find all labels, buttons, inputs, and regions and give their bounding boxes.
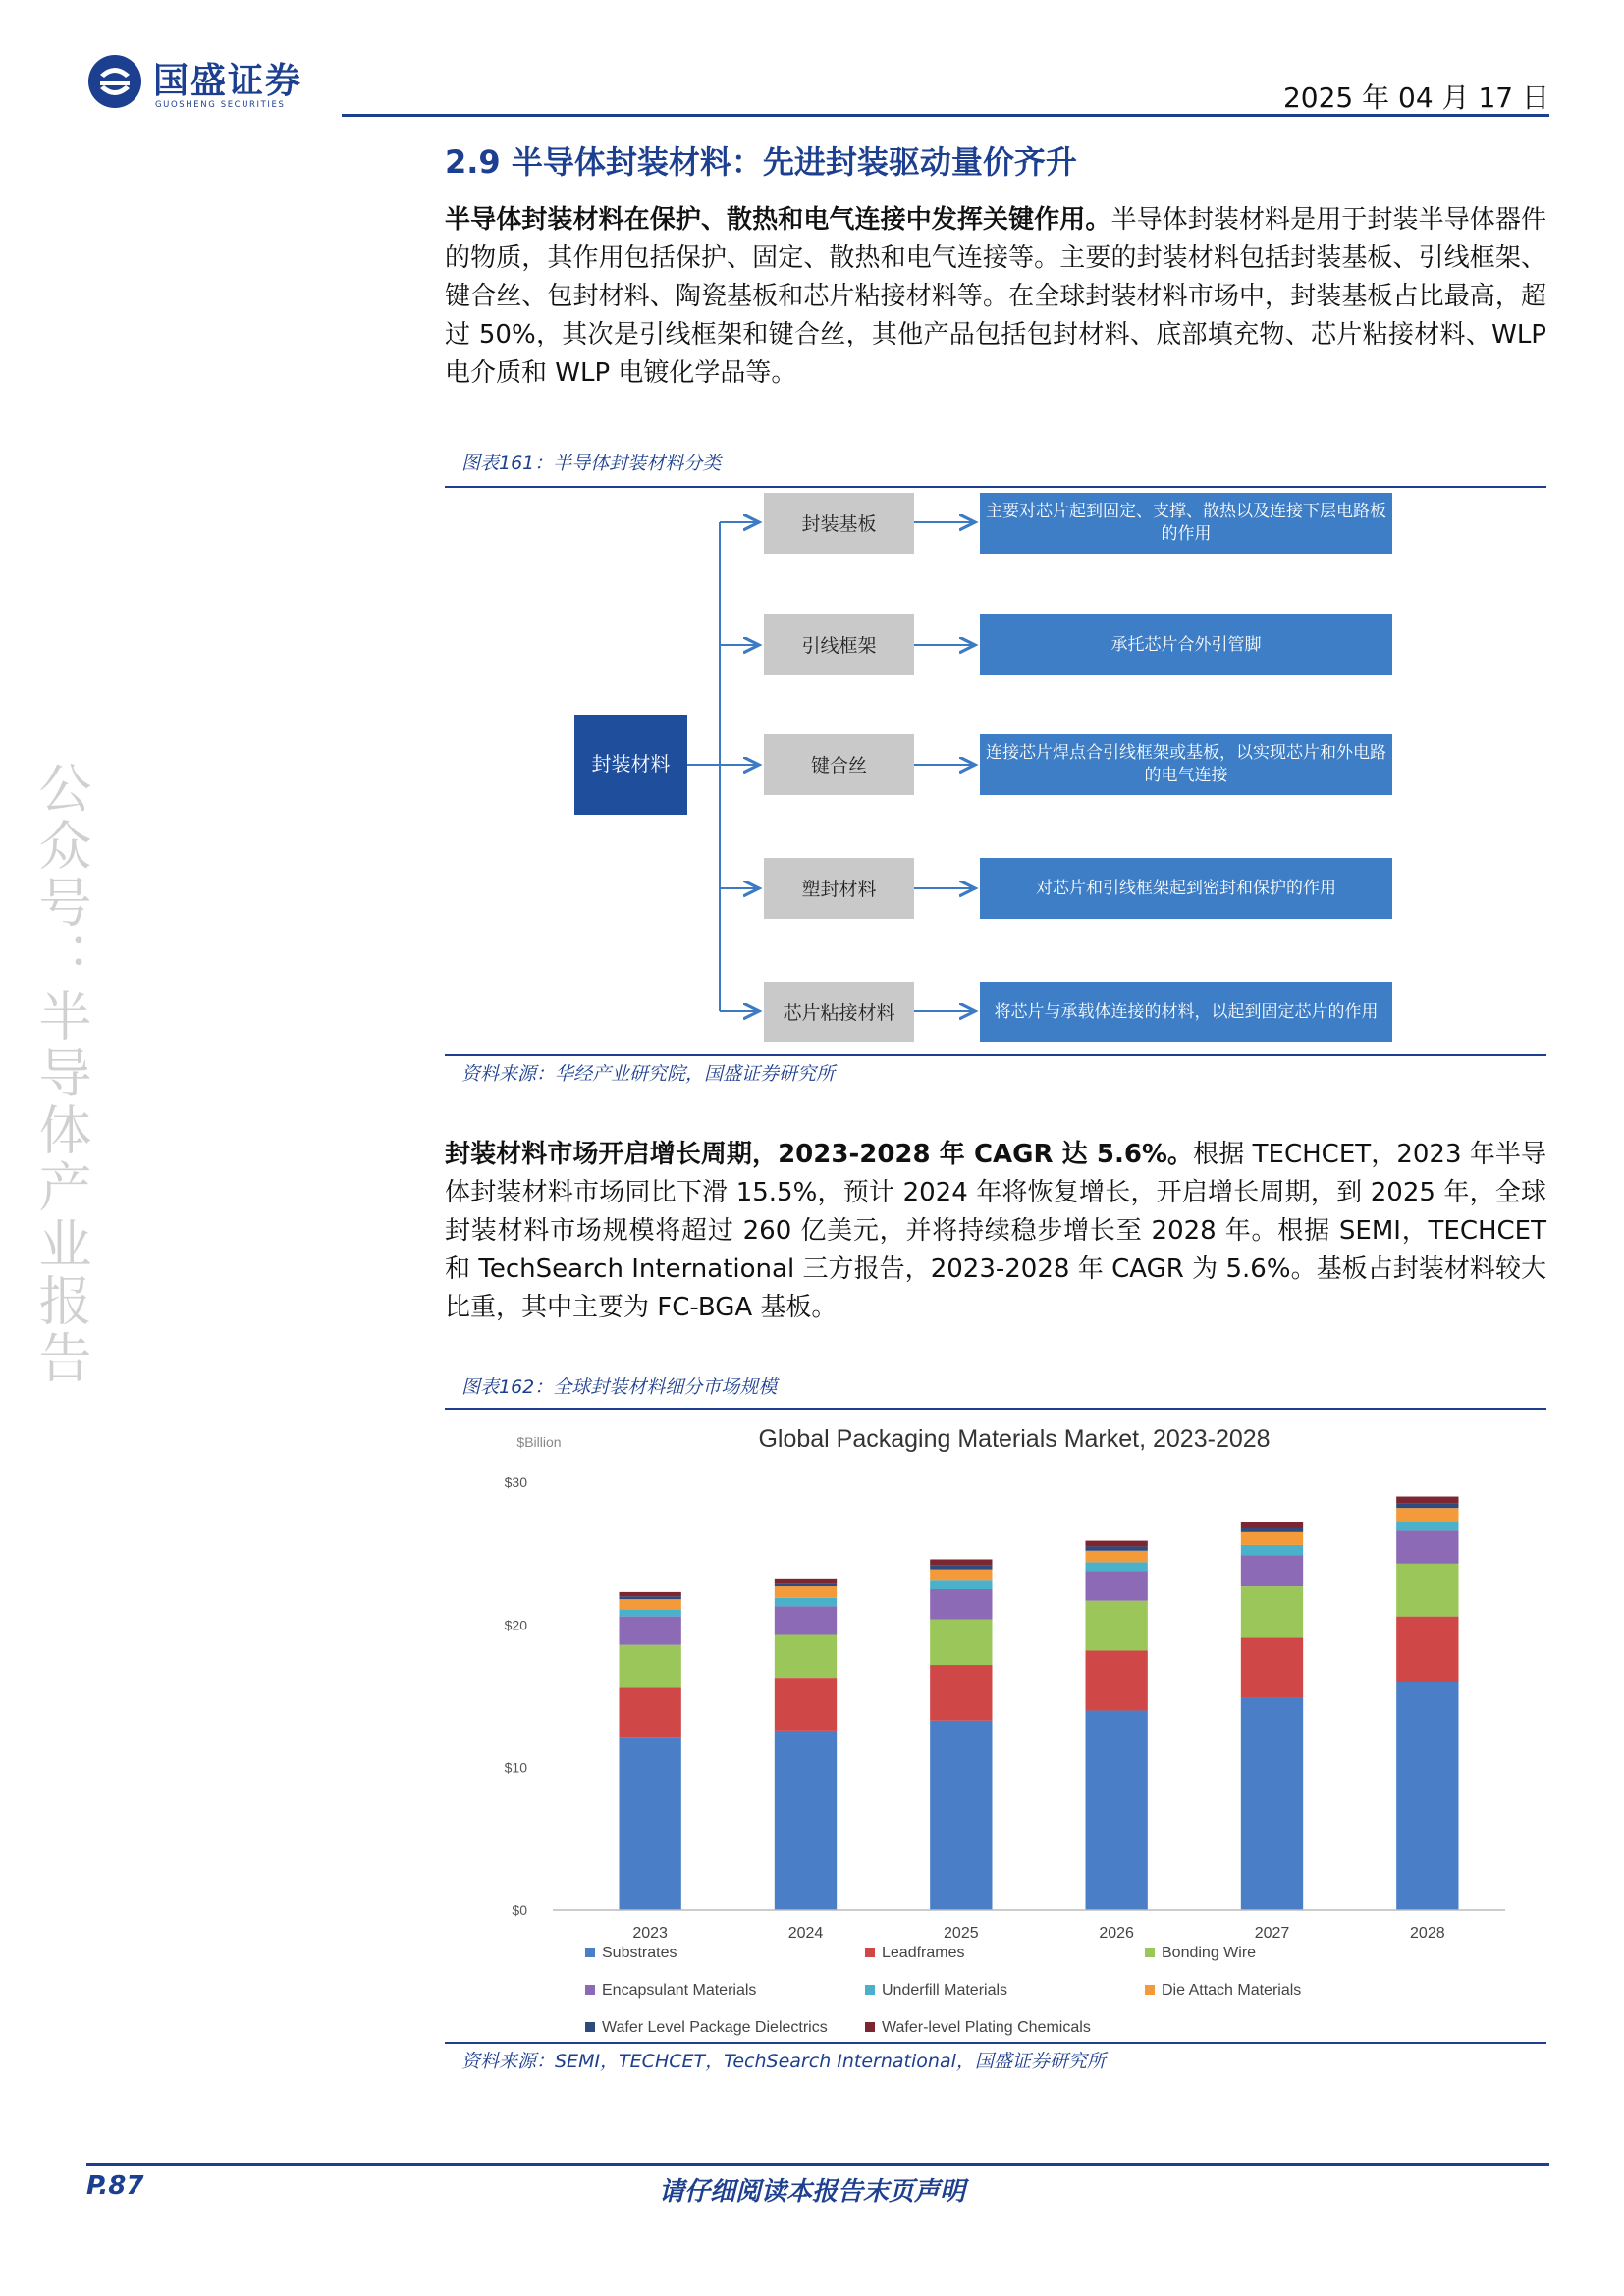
legend-label: Wafer-level Plating Chemicals — [882, 2019, 1091, 2036]
legend-swatch — [1145, 1948, 1155, 1957]
legend-label: Die Attach Materials — [1162, 1982, 1302, 1999]
chart-bar-segment — [775, 1635, 837, 1679]
legend-swatch — [585, 2022, 595, 2032]
chart-bar-segment — [775, 1731, 837, 1910]
legend-swatch — [585, 1948, 595, 1957]
legend-label: Encapsulant Materials — [602, 1982, 757, 1999]
chart-bars — [620, 1497, 1459, 1910]
chart-bar-segment — [775, 1598, 837, 1607]
diagram-item-desc: 将芯片与承载体连接的材料，以起到固定芯片的作用 — [994, 1001, 1379, 1022]
chart-x-ticks — [632, 1925, 1444, 1942]
chart-bar-segment — [1241, 1697, 1303, 1910]
diagram-item-label: 引线框架 — [801, 635, 877, 657]
chart-bar-segment — [930, 1565, 992, 1569]
header-divider — [342, 114, 1549, 117]
paragraph-1 — [445, 201, 1546, 393]
chart-y-tick-label: $10 — [504, 1759, 527, 1776]
figure-2-caption: 图表162：全球封装材料细分市场规模 — [461, 1376, 778, 1398]
page-number: P.87 — [86, 2171, 144, 2201]
figure-1-top-rule — [445, 486, 1546, 488]
logo-text: 国盛证券 — [153, 61, 303, 101]
chart-bar-segment — [1396, 1521, 1458, 1530]
chart-bar-segment — [1241, 1522, 1303, 1528]
chart-bar-segment — [1241, 1532, 1303, 1545]
section-title: 2.9 半导体封装材料：先进封装驱动量价齐升 — [445, 143, 1077, 181]
legend-swatch — [865, 2022, 875, 2032]
chart-x-tick-label: 2028 — [1410, 1925, 1445, 1942]
chart-bar-segment — [1086, 1551, 1148, 1563]
chart-bar-segment — [1086, 1601, 1148, 1651]
diagram-row-5 — [720, 982, 1392, 1042]
chart-y-tick-label: $30 — [504, 1474, 527, 1490]
chart-y-ticks — [505, 1474, 528, 1918]
chart-bar-segment — [620, 1609, 681, 1616]
packaging-market-chart — [445, 1412, 1546, 2040]
chart-bar-segment — [1086, 1546, 1148, 1550]
diagram-row-1 — [720, 493, 1392, 554]
company-logo — [86, 51, 342, 112]
paragraph-2-body: 根据 TECHCET，2023 年半导体封装材料市场同比下滑 15.5%，预计 2024 年将恢复增长，开启增长周期，到 2025 年，全球封装材料市场规模将超过 260 亿美元，并将持续稳步增长至 2028 年。根据 SEMI，TECHCET 和 TechSearch International 三方报告，2023-2028 年 CAGR 为 5.6%。基板占封装材料较大比重，其中主要为 FC-BGA 基板。 — [445, 1140, 1546, 1322]
report-date: 2025 年 04 月 17 日 — [1282, 81, 1549, 114]
paragraph-2-lead: 封装材料市场开启增长周期，2023-2028 年 CAGR 达 5.6%。 — [445, 1140, 1194, 1169]
legend-label: Substrates — [602, 1945, 677, 1961]
diagram-row-4 — [720, 858, 1392, 919]
chart-bar-segment — [930, 1665, 992, 1721]
chart-bar-segment — [1086, 1541, 1148, 1547]
chart-bar-segment — [1086, 1711, 1148, 1910]
legend-label: Leadframes — [882, 1945, 965, 1961]
chart-bar-segment — [1396, 1617, 1458, 1682]
legend-swatch — [865, 1985, 875, 1995]
paragraph-2 — [445, 1136, 1546, 1327]
chart-x-tick-label: 2023 — [632, 1925, 668, 1942]
diagram-item-desc: 主要对芯片起到固定、支撑、散热以及连接下层电路板的作用 — [986, 502, 1386, 544]
chart-bar-segment — [775, 1678, 837, 1731]
chart-bar-segment — [930, 1721, 992, 1910]
chart-bar-segment — [1086, 1571, 1148, 1601]
figure-2-source: 资料来源：SEMI，TECHCET，TechSearch International，国盛证券研究所 — [461, 2051, 1106, 2072]
chart-bar-segment — [1241, 1586, 1303, 1637]
legend-label: Bonding Wire — [1162, 1945, 1257, 1961]
chart-bar-segment — [1241, 1555, 1303, 1586]
diagram-item-label: 塑封材料 — [801, 879, 877, 900]
chart-bar-segment — [1396, 1497, 1458, 1504]
chart-x-tick-label: 2026 — [1099, 1925, 1134, 1942]
chart-title: Global Packaging Materials Market, 2023-2028 — [758, 1425, 1271, 1453]
legend-swatch — [1145, 1985, 1155, 1995]
figure-2-bottom-rule — [445, 2042, 1546, 2044]
chart-bar-segment — [930, 1580, 992, 1589]
chart-x-tick-label: 2025 — [944, 1925, 979, 1942]
chart-x-tick-label: 2024 — [787, 1925, 824, 1942]
diagram-item-desc: 承托芯片合外引管脚 — [1110, 634, 1262, 655]
diagram-root-label: 封装材料 — [591, 752, 671, 775]
chart-bar-segment — [1396, 1564, 1458, 1617]
chart-bar-segment — [1241, 1528, 1303, 1532]
chart-bar-segment — [620, 1687, 681, 1737]
figure-2-top-rule — [445, 1408, 1546, 1410]
chart-y-tick-label: $20 — [504, 1617, 527, 1633]
chart-bar-segment — [775, 1606, 837, 1634]
chart-legend — [585, 1945, 1301, 2036]
chart-bar-segment — [1241, 1637, 1303, 1697]
diagram-item-label: 芯片粘接材料 — [783, 1002, 895, 1024]
chart-bar-segment — [930, 1570, 992, 1581]
paragraph-1-body: 半导体封装材料是用于封装半导体器件的物质，其作用包括保护、固定、散热和电气连接等。主要的封装材料包括封装基板、引线框架、键合丝、包封材料、陶瓷基板和芯片粘接材料等。在全球封装材料市场中，封装基板占比最高，超过 50%，其次是引线框架和键合丝，其他产品包括包封材料、底部填充物、芯片粘接材料、WLP 电介质和 WLP 电镀化学品等。 — [445, 205, 1546, 388]
footer-divider — [86, 2163, 1549, 2166]
chart-bar-segment — [620, 1737, 681, 1910]
chart-bar-segment — [620, 1596, 681, 1599]
chart-bar-segment — [775, 1579, 837, 1583]
chart-x-tick-label: 2027 — [1254, 1925, 1290, 1942]
figure-1-caption: 图表161：半导体封装材料分类 — [461, 453, 722, 474]
paragraph-1-lead: 半导体封装材料在保护、散热和电气连接中发挥关键作用。 — [445, 205, 1111, 235]
figure-1-source: 资料来源：华经产业研究院，国盛证券研究所 — [461, 1063, 836, 1085]
chart-bar-segment — [620, 1592, 681, 1596]
chart-bar-segment — [1396, 1508, 1458, 1521]
chart-bar-segment — [620, 1617, 681, 1645]
legend-swatch — [585, 1985, 595, 1995]
chart-bar-segment — [930, 1589, 992, 1620]
chart-bar-segment — [930, 1620, 992, 1666]
chart-bar-segment — [1086, 1562, 1148, 1571]
legend-label: Underfill Materials — [882, 1982, 1008, 1999]
chart-bar-segment — [1396, 1530, 1458, 1563]
chart-bar-segment — [1241, 1545, 1303, 1555]
chart-bar-segment — [1396, 1682, 1458, 1910]
chart-bar-segment — [930, 1559, 992, 1565]
logo-mark-icon — [86, 53, 143, 110]
legend-label: Wafer Level Package Dielectrics — [602, 2019, 828, 2036]
diagram-item-label: 封装基板 — [801, 513, 877, 535]
chart-bar-segment — [775, 1586, 837, 1598]
packaging-materials-diagram — [445, 491, 1546, 1052]
chart-y-axis-label: $Billion — [516, 1434, 562, 1450]
diagram-item-desc: 连接芯片焊点合引线框架或基板，以实现芯片和外电路的电气连接 — [986, 743, 1386, 785]
logo-subtext: GUOSHENG SECURITIES — [155, 100, 286, 110]
chart-bar-segment — [620, 1645, 681, 1688]
diagram-row-3 — [720, 734, 1392, 795]
sidebar-watermark: 公众号：半导体产业报告 — [30, 761, 92, 1387]
footer-disclaimer: 请仔细阅读本报告末页声明 — [658, 2177, 965, 2207]
legend-swatch — [865, 1948, 875, 1957]
chart-y-tick-label: $0 — [512, 1902, 527, 1918]
diagram-item-desc: 对芯片和引线框架起到密封和保护的作用 — [1036, 878, 1336, 898]
page-header — [86, 47, 1549, 116]
diagram-row-2 — [720, 614, 1392, 675]
chart-bar-segment — [620, 1599, 681, 1609]
chart-bar-segment — [1086, 1650, 1148, 1710]
chart-bar-segment — [1396, 1504, 1458, 1508]
chart-bar-segment — [775, 1583, 837, 1586]
diagram-item-label: 键合丝 — [810, 755, 868, 776]
figure-1-bottom-rule — [445, 1054, 1546, 1056]
